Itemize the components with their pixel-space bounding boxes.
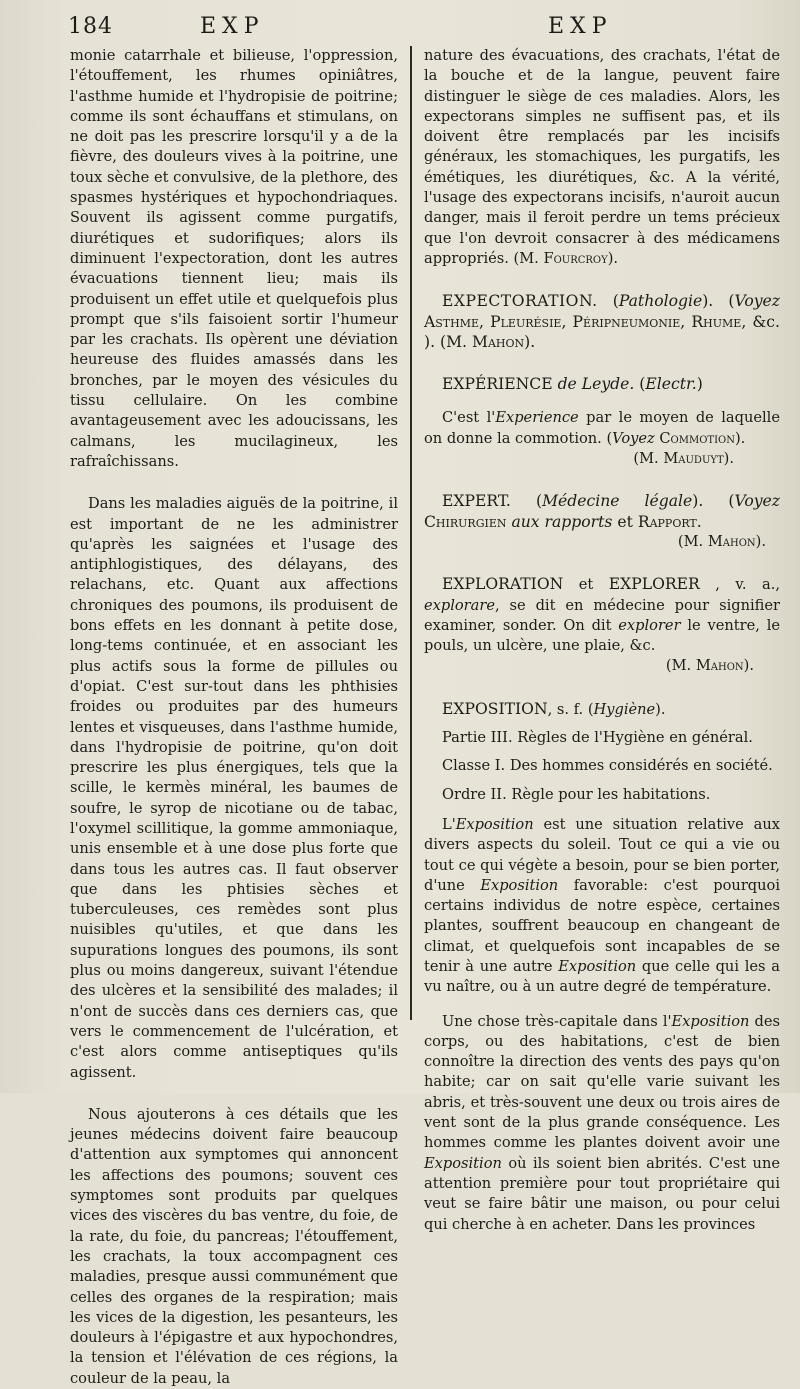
part-of-speech: , s. f. [547, 700, 584, 718]
entry-title-expectoration: EXPECTORATION. [442, 292, 598, 311]
left-paragraph-1: monie catarrhale et bilieuse, l'oppression, l'étouffement, les rhumes opiniâtres, l'asthme humide et l'hydropisie de poitrine; comme ils sont échauffans et stimulans, on ne doit pas les prescrire lorsqu'il y a de la fièvre, des douleurs vives à la poitrine, une toux sèche et convulsive, de la plethore, des spasmes hystériques et hypochondriaques. Souvent ils agissent comme purgatifs, diurétiques et sudorifiques; alors ils diminuent l'expectoration, dont les autres évacuations tiennent lieu; mais ils produisent un effet utile et quelquefois plus prompt que s'ils faisoient sortir l'humeur par les crachats. Ils opèrent une déviation heureuse des fluides amassés dans les bronches, par le moyen des vésicules du tissu cellulaire. On les combine avantageusement avec les adoucissans, les calmans, les mucilagineux, les rafraîchissans. [70, 47, 398, 470]
cross-references: Asthme, Pleurésie, Péripneumonie, Rhume [424, 312, 742, 331]
right-column [424, 46, 781, 1233]
voyez-label: Voyez [612, 429, 655, 447]
exposition-italic: Exposition [558, 957, 637, 975]
page-number: 184 [68, 14, 113, 39]
aux-rapports: aux rapports [511, 512, 613, 531]
entry-title-experience: EXPÉRIENCE [442, 375, 553, 394]
exposition-p1-c: favorable: c'est pourquoi certains individus de notre espèce, certaines plantes, souffrent beaucoup en changeant de climat, et quelquefois sont incapables de se tenir à une autre [424, 876, 780, 975]
exposition-paragraph-1 [424, 815, 780, 998]
word-leyde: Leyde. [581, 375, 635, 394]
word-et: et [617, 512, 633, 531]
entry-exploration [424, 574, 780, 656]
running-header [0, 14, 800, 44]
exposition-italic: Exposition [455, 815, 534, 833]
exploration-text-a: , se dit en médecine pour signifier examiner, sonder. On dit [424, 596, 780, 634]
left-column [70, 46, 398, 1387]
left-paragraph-2: Dans les maladies aiguës de la poitrine, il est important de ne les administrer qu'après les saignées et l'usage des antiphlogistiques, des délayans, des relachans, etc. Quant aux affections chroniques des poumons, ils produisent de bons effets en les donnant à petite dose, long-tems continuée, et en associant les plus actifs sous la forme de pillules ou d'opiat. C'est sur-tout dans les phthisies froides ou produites par des humeurs lentes et visqueuses, dans l'asthme humide, dans l'hydropisie de poitrine, qu'on doit prescrire les plus énergiques, tels que la scille, le kermès minéral, les baumes de soufre, le syrop de nicotiane ou de tabac, l'oxymel scillitique, la gomme ammoniaque, unis ensemble et à une dose plus forte que dans tous les autres cas. Il faut observer que dans les phtisies sèches et tuberculeuses, ces remèdes sont plus nuisibles qu'utiles, et que dans les supurations longues des poumons, ils sont plus ou moins dangereux, suivant l'étendue des ulcères et la sensibilité des malades; il n'ont de succès dans ces derniers cas, que vers le commencement de l'ulcération, et c'est alors comme antiseptiques qu'ils agissent. [70, 495, 398, 1081]
experience-italic: Experience [495, 409, 579, 427]
author-mahon: Mahon [707, 532, 756, 550]
paren-close: ). [692, 492, 704, 511]
author-mahon: Mahon [471, 332, 525, 351]
field-medecine-legale: Médecine légale [542, 492, 693, 511]
experience-text-b: par le moyen de laquelle on donne la commotion. ( [424, 409, 780, 447]
exposition-p2-b: des corps, ou des habitations, c'est de bien connoître la direction des vents des pays qu'on habite; car on sait qu'elle varie suivant les abris, et très-souvent une deux ou trois aires de vent sont de la plus grande conséquence. Les hommes comme les plantes doivent avoir une [424, 1012, 781, 1152]
right-paragraph-1 [424, 46, 780, 269]
paren-open-2: ( [728, 492, 735, 511]
paren-open: ( [535, 492, 543, 511]
ref-commotion: Commotion [659, 429, 735, 447]
voyez-label: Voyez [734, 492, 780, 511]
paren-close: ). [702, 292, 714, 311]
author-mahon: Mahon [695, 657, 744, 675]
entry-title-explorer: EXPLORER [608, 575, 700, 594]
entry-title-exposition: EXPOSITION [442, 699, 548, 718]
exposition-p1-b: est une situation relative aux divers aspects du soleil. Tout ce qui a vie ou tout ce qui végète a besoin, pour se bien porter, d'une [424, 815, 780, 894]
author-fourcroy: Fourcroy [543, 249, 608, 267]
exploration-author [424, 656, 780, 676]
ref-end: ). [734, 429, 746, 447]
ref-end: . [696, 512, 702, 531]
author-open: (M. [677, 532, 704, 550]
exposition-italic: Exposition [424, 1154, 502, 1172]
experience-text-a: C'est l' [442, 409, 496, 427]
paren-close: ) [696, 375, 703, 394]
paren-open: ( [587, 700, 594, 718]
entry-experience-body [424, 408, 780, 449]
entry-exposition-heading [424, 699, 780, 720]
word-et: et [578, 576, 594, 594]
ref-rapport: Rapport [637, 512, 697, 531]
author-end: ). [723, 450, 734, 468]
exposition-partie: Partie III. Règles de l'Hygiène en général. [442, 729, 753, 747]
exposition-classe: Classe I. Des hommes considérés en société. [442, 757, 773, 775]
explorer-italic: explorer [618, 616, 681, 634]
author-open: (M. [665, 657, 692, 675]
exposition-p1-a: L' [442, 815, 456, 833]
field-hygiene: Hygiène [593, 700, 656, 718]
paren-close: ). [655, 700, 666, 718]
entry-title-expert: EXPERT. [442, 492, 511, 511]
field-pathologie: Pathologie [618, 292, 703, 311]
expert-author [424, 532, 780, 552]
column-divider [410, 46, 412, 1020]
field-electr: Electr. [645, 375, 697, 394]
latin-explorare: explorare [424, 596, 495, 614]
author-end: ). [524, 332, 536, 351]
author-open: (M. [633, 450, 659, 468]
author-mauduyt: Mauduyt [663, 450, 724, 468]
exposition-p1-d: que celle qui les a vu naître, ou à un autre degré de température. [424, 957, 781, 996]
entry-expert [424, 491, 780, 532]
exposition-italic: Exposition [480, 876, 559, 894]
author-end: ). [755, 532, 766, 550]
exploration-text-b: le ventre, le pouls, un ulcère, une plaie, &c. [424, 616, 781, 655]
entry-expectoration [424, 291, 780, 352]
exposition-paragraph-2 [424, 1012, 780, 1235]
running-head-right: EXP [548, 14, 613, 39]
exposition-italic: Exposition [671, 1012, 750, 1030]
ref-chirurgien: Chirurgien [424, 512, 507, 531]
right-paragraph-1-text: nature des évacuations, des crachats, l'état de la bouche et de la langue, peuvent faire distinguer le siège de ces maladies. Alors, les expectorans simples ne suffisent pas, et ils doivent être remplacés par les incisifs généraux, les stomachiques, les purgatifs, les émétiques, les diurétiques, &c. A la vérité, l'usage des expectorans incisifs, n'auroit aucun danger, mais il feroit perdre un tems précieux que l'on devroit consacrer à des médicamens appropriés. (M. [424, 47, 780, 267]
voyez-label: Voyez [734, 292, 780, 311]
paren-open: ( [612, 292, 619, 311]
exposition-p2-a: Une chose très-capitale dans l' [442, 1012, 672, 1030]
paren-open: ( [639, 375, 646, 394]
experience-author [424, 449, 780, 469]
exposition-p2-c: où ils soient bien abrités. C'est une attention première pour tout propriétaire qui veut se faire bâtir une maison, ou pour celui qui cherche à en acheter. Dans les provinces [424, 1154, 780, 1233]
etc-text: , &c. ). (M. [424, 312, 780, 351]
right-paragraph-1-end: ). [607, 249, 619, 267]
word-de: de [557, 375, 577, 394]
entry-title-exploration: EXPLORATION [442, 575, 564, 594]
left-paragraph-3: Nous ajouterons à ces détails que les jeunes médecins doivent faire beaucoup d'attention aux symptomes qui annoncent les affections des poumons; souvent ces symptomes sont produits par quelques vices des viscères du bas ventre, du foie, de la rate, du foie, du pancreas; l'étouffement, les crachats, la toux accompagnent ces maladies, presque aussi communément que celles des organes de la respiration; mais les vices de la digestion, les pesanteurs, les douleurs à l'épigastre et aux hypochondres, la tension et l'élévation de ces régions, la couleur de la peau, la [70, 1105, 398, 1387]
part-of-speech: , v. a., [715, 576, 781, 594]
entry-experience-heading [424, 374, 780, 394]
running-head-left: EXP [200, 14, 265, 39]
author-end: ). [743, 657, 754, 675]
exposition-ordre: Ordre II. Règle pour les habitations. [442, 785, 711, 803]
paren-open-2: ( [728, 292, 735, 311]
